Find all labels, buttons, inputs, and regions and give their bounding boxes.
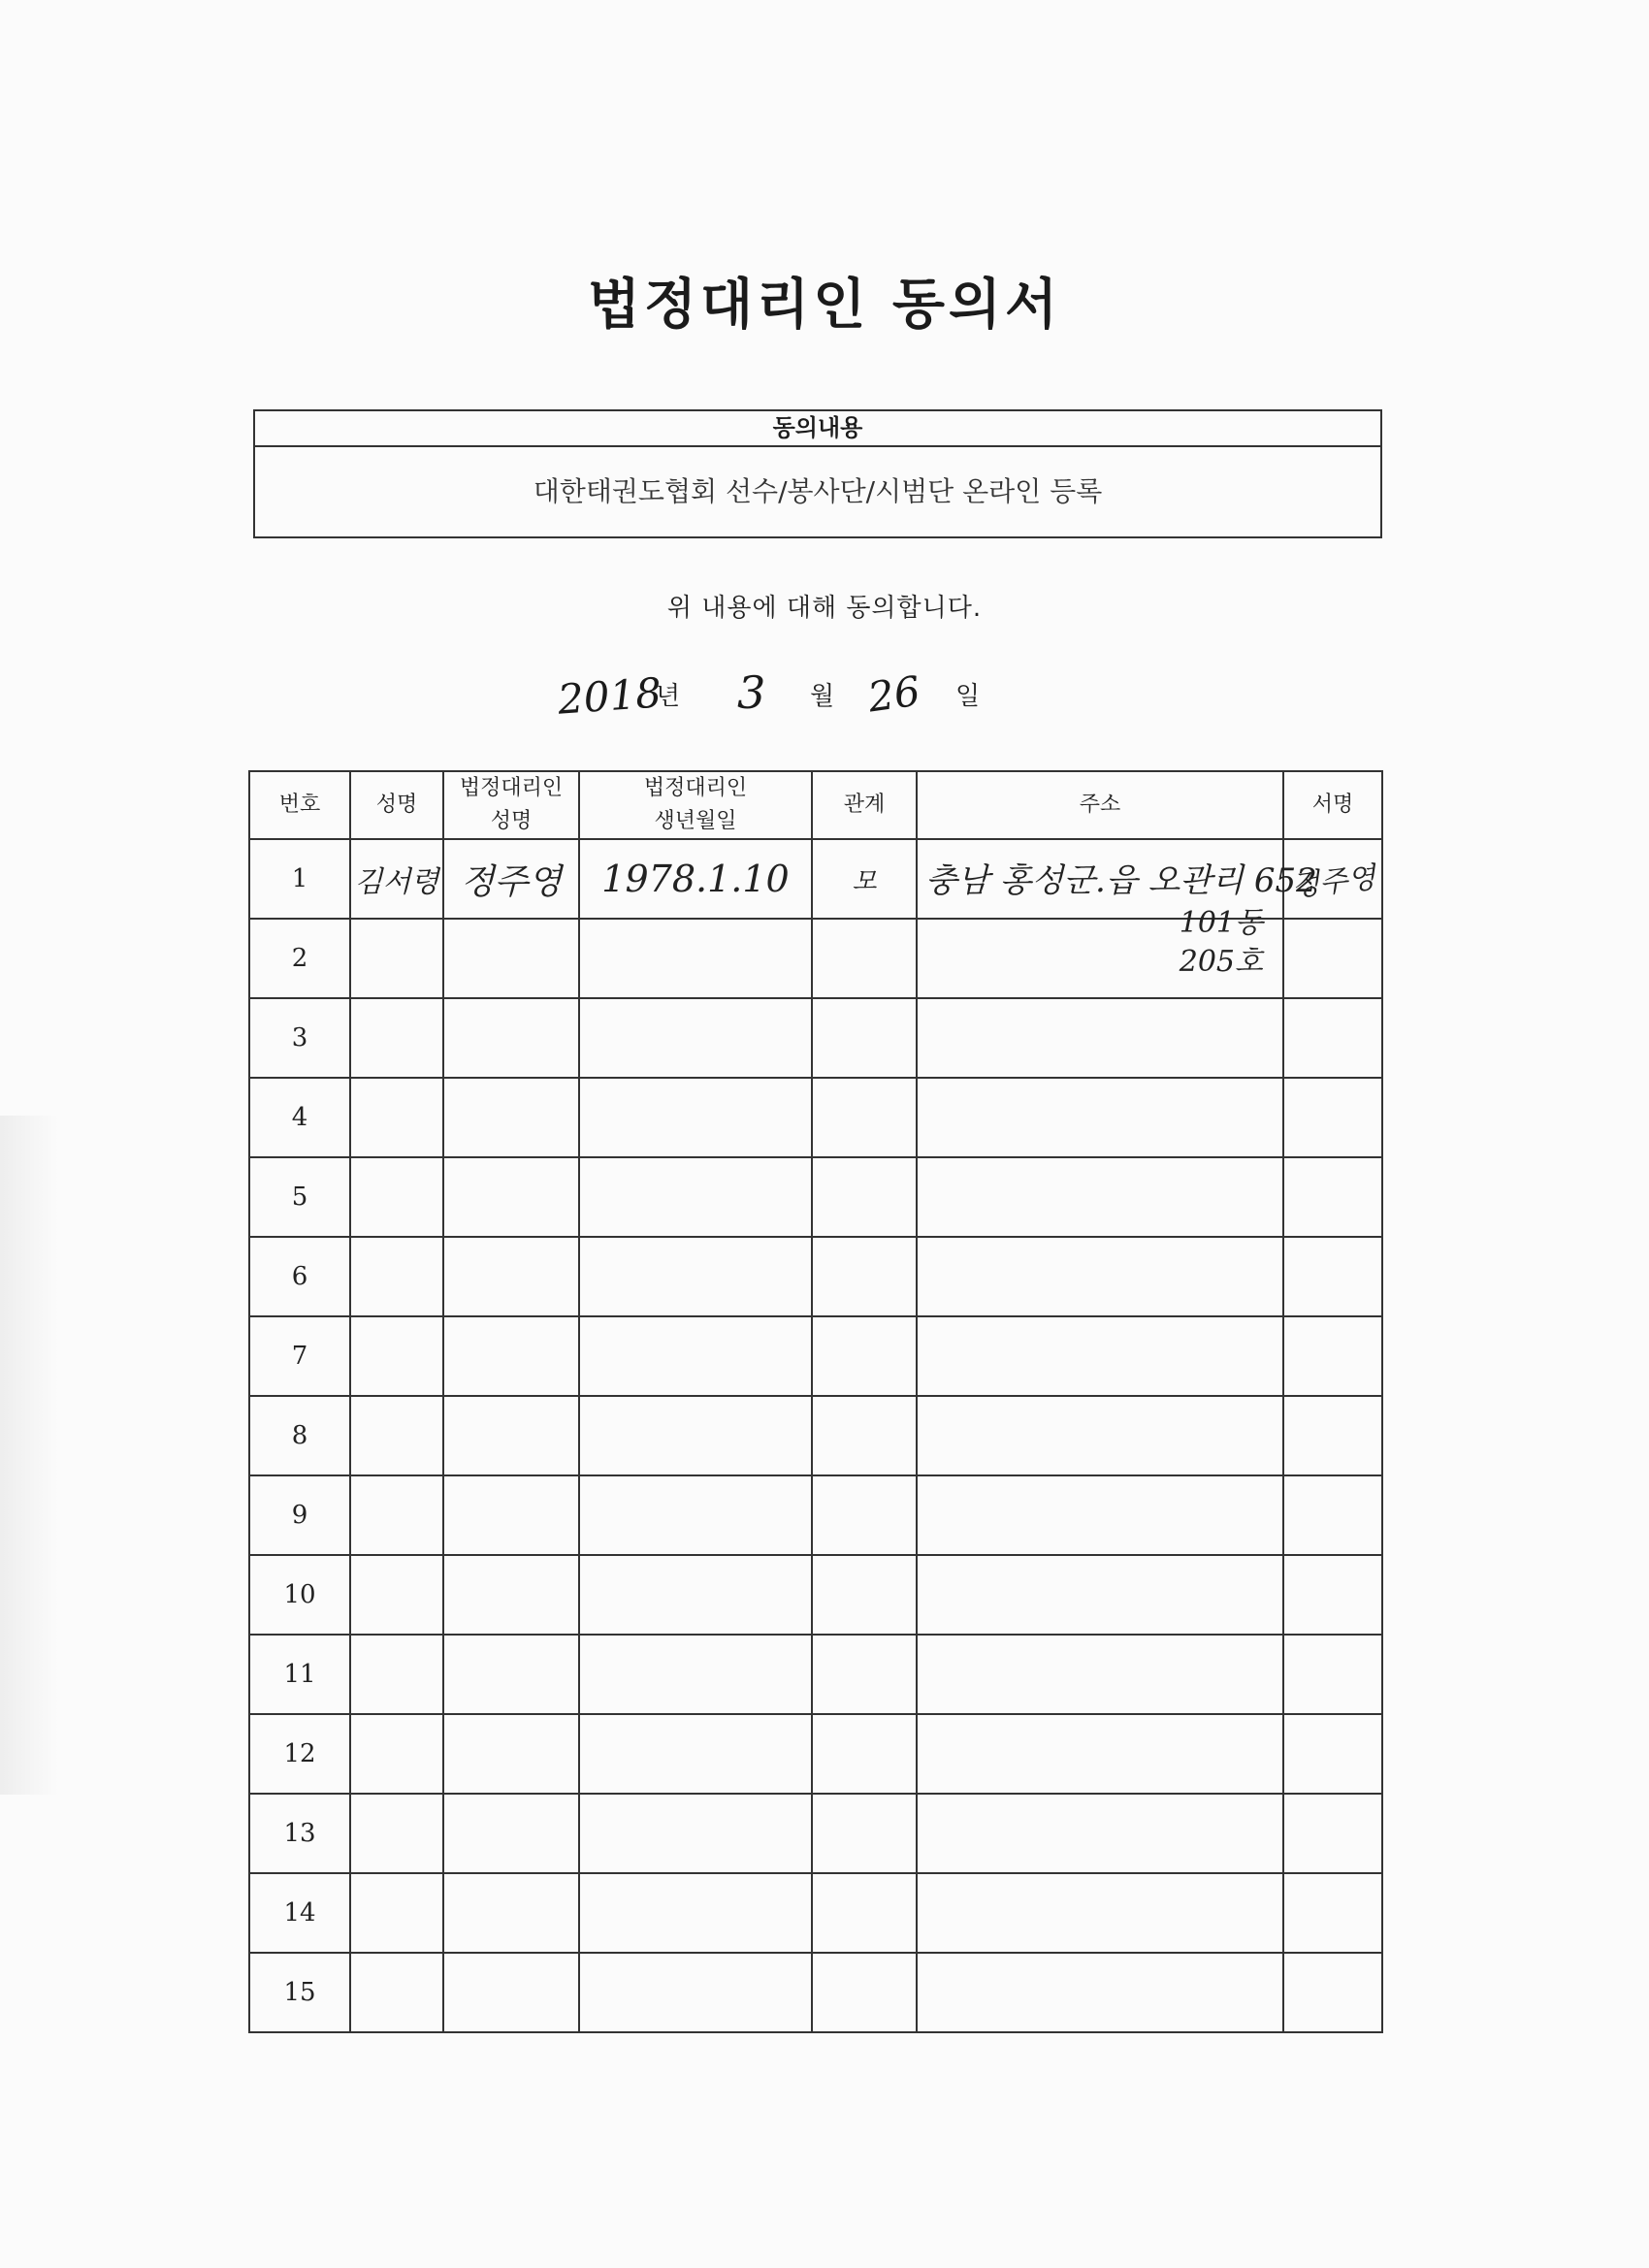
address [917, 1396, 1283, 1475]
guardian-table [248, 770, 1383, 2033]
address [917, 1078, 1283, 1157]
relation [812, 1794, 917, 1873]
header-signature: 서명 [1283, 771, 1382, 839]
address [917, 1714, 1283, 1794]
guardian-name [443, 1475, 579, 1555]
guardian-name: 정주영 [443, 839, 579, 919]
table-row [249, 839, 1382, 919]
row-number: 8 [249, 1396, 350, 1475]
address [917, 1316, 1283, 1396]
date-month: 3 [737, 666, 766, 719]
relation [812, 998, 917, 1078]
guardian-birthdate [579, 1396, 812, 1475]
row-number: 6 [249, 1237, 350, 1316]
row-number: 10 [249, 1555, 350, 1635]
participant-name [350, 1475, 443, 1555]
row-number: 4 [249, 1078, 350, 1157]
guardian-name [443, 998, 579, 1078]
guardian-birthdate [579, 1635, 812, 1714]
relation [812, 1475, 917, 1555]
signature-cell [1283, 998, 1382, 1078]
participant-name [350, 1396, 443, 1475]
guardian-birthdate [579, 1316, 812, 1396]
row-number: 2 [249, 919, 350, 998]
participant-name: 김서령 [350, 839, 443, 919]
signature-cell [1283, 1953, 1382, 2032]
signature-cell [1283, 1237, 1382, 1316]
consent-content: 대한태권도협회 선수/봉사단/시범단 온라인 등록 [533, 475, 1103, 507]
address [917, 1237, 1283, 1316]
row-number: 1 [249, 839, 350, 919]
signature-cell [1283, 1396, 1382, 1475]
signature-cell [1283, 1873, 1382, 1953]
address [917, 1635, 1283, 1714]
address [917, 998, 1283, 1078]
signature-cell [1283, 1635, 1382, 1714]
header-name: 성명 [350, 771, 443, 839]
participant-name [350, 1078, 443, 1157]
table-row [249, 1078, 1382, 1157]
guardian-birthdate [579, 998, 812, 1078]
signature-cell [1283, 1794, 1382, 1873]
participant-name [350, 1794, 443, 1873]
date-day-label: 일 [955, 682, 981, 711]
guardian-birthdate: 1978.1.10 [579, 839, 812, 919]
guardian-name [443, 1635, 579, 1714]
address-line-1: 충남 홍성군.읍 오관리 652 [925, 861, 1317, 900]
participant-name [350, 1635, 443, 1714]
table-row [249, 1396, 1382, 1475]
address [917, 1157, 1283, 1237]
guardian-birthdate [579, 1794, 812, 1873]
guardian-name [443, 1078, 579, 1157]
table-row [249, 1873, 1382, 1953]
guardian-name [443, 1714, 579, 1794]
guardian-name [443, 1396, 579, 1475]
guardian-birthdate [579, 1475, 812, 1555]
table-row [249, 1237, 1382, 1316]
relation [812, 1635, 917, 1714]
participant-name [350, 1873, 443, 1953]
table-row [249, 1953, 1382, 2032]
signature-cell [1283, 1157, 1382, 1237]
date-year-label: 년 [656, 682, 681, 711]
relation [812, 1953, 917, 2032]
relation [812, 1078, 917, 1157]
guardian-birthdate [579, 1873, 812, 1953]
address-cell [917, 839, 1317, 979]
address [917, 1873, 1283, 1953]
signature-cell [1283, 1475, 1382, 1555]
table-row [249, 998, 1382, 1078]
relation [812, 1396, 917, 1475]
relation [812, 1157, 917, 1237]
address [917, 1555, 1283, 1635]
table-row [249, 1635, 1382, 1714]
participant-name [350, 998, 443, 1078]
participant-name [350, 1555, 443, 1635]
guardian-name [443, 1794, 579, 1873]
document-title: 법정대리인 동의서 [587, 274, 1062, 337]
address [917, 1794, 1283, 1873]
row-number: 7 [249, 1316, 350, 1396]
participant-name [350, 1157, 443, 1237]
guardian-name [443, 1953, 579, 2032]
relation [812, 1316, 917, 1396]
row-number: 13 [249, 1794, 350, 1873]
guardian-name [443, 1555, 579, 1635]
participant-name [350, 1316, 443, 1396]
guardian-birthdate [579, 1714, 812, 1794]
header-guardian-birth: 법정대리인 생년월일 [579, 771, 812, 839]
table-row [249, 1714, 1382, 1794]
date-month-label: 월 [810, 682, 835, 711]
participant-name [350, 919, 443, 998]
row-number: 9 [249, 1475, 350, 1555]
guardian-birthdate [579, 1953, 812, 2032]
guardian-birthdate [579, 1078, 812, 1157]
participant-name [350, 1953, 443, 2032]
header-guardian-name: 법정대리인 성명 [443, 771, 579, 839]
guardian-name [443, 1316, 579, 1396]
guardian-name [443, 1157, 579, 1237]
row-number: 12 [249, 1714, 350, 1794]
signature-cell [1283, 1078, 1382, 1157]
header-address: 주소 [917, 771, 1283, 839]
guardian-birthdate [579, 1555, 812, 1635]
date-day: 26 [864, 666, 923, 722]
guardian-name [443, 919, 579, 998]
address [917, 1953, 1283, 2032]
table-row [249, 1157, 1382, 1237]
signature-cell [1283, 1555, 1382, 1635]
row-number: 15 [249, 1953, 350, 2032]
signature-cell [1283, 1316, 1382, 1396]
row-number: 11 [249, 1635, 350, 1714]
header-no: 번호 [249, 771, 350, 839]
scan-shadow [0, 1116, 58, 1795]
agreement-statement: 위 내용에 대해 동의합니다. [666, 594, 983, 623]
guardian-birthdate [579, 919, 812, 998]
guardian-birthdate [579, 1237, 812, 1316]
row-number: 14 [249, 1873, 350, 1953]
signature-cell [1283, 1714, 1382, 1794]
address-line-2: 101동 [1179, 906, 1263, 940]
table-row [249, 1316, 1382, 1396]
date-year: 2018 [556, 668, 663, 724]
table-row [249, 1555, 1382, 1635]
signature-cell [1283, 839, 1382, 919]
relation [812, 1555, 917, 1635]
relation [812, 1237, 917, 1316]
relation: 모 [812, 839, 917, 919]
guardian-birthdate [579, 1157, 812, 1237]
table-row [249, 1475, 1382, 1555]
row-number: 3 [249, 998, 350, 1078]
participant-name [350, 1714, 443, 1794]
consent-box [253, 409, 1382, 538]
header-relation: 관계 [812, 771, 917, 839]
row-number: 5 [249, 1157, 350, 1237]
table-row [249, 1794, 1382, 1873]
relation [812, 1873, 917, 1953]
handwritten-signature: 정주영 [1289, 860, 1377, 904]
address-line-3: 205호 [1179, 945, 1263, 979]
consent-header: 동의내용 [255, 411, 1380, 447]
signature-cell [1283, 919, 1382, 998]
table-header-row [249, 771, 1382, 839]
guardian-name [443, 1237, 579, 1316]
participant-name [350, 1237, 443, 1316]
relation [812, 1714, 917, 1794]
address [917, 1475, 1283, 1555]
guardian-name [443, 1873, 579, 1953]
address [918, 840, 1317, 979]
date-line [543, 664, 1028, 723]
relation [812, 919, 917, 998]
